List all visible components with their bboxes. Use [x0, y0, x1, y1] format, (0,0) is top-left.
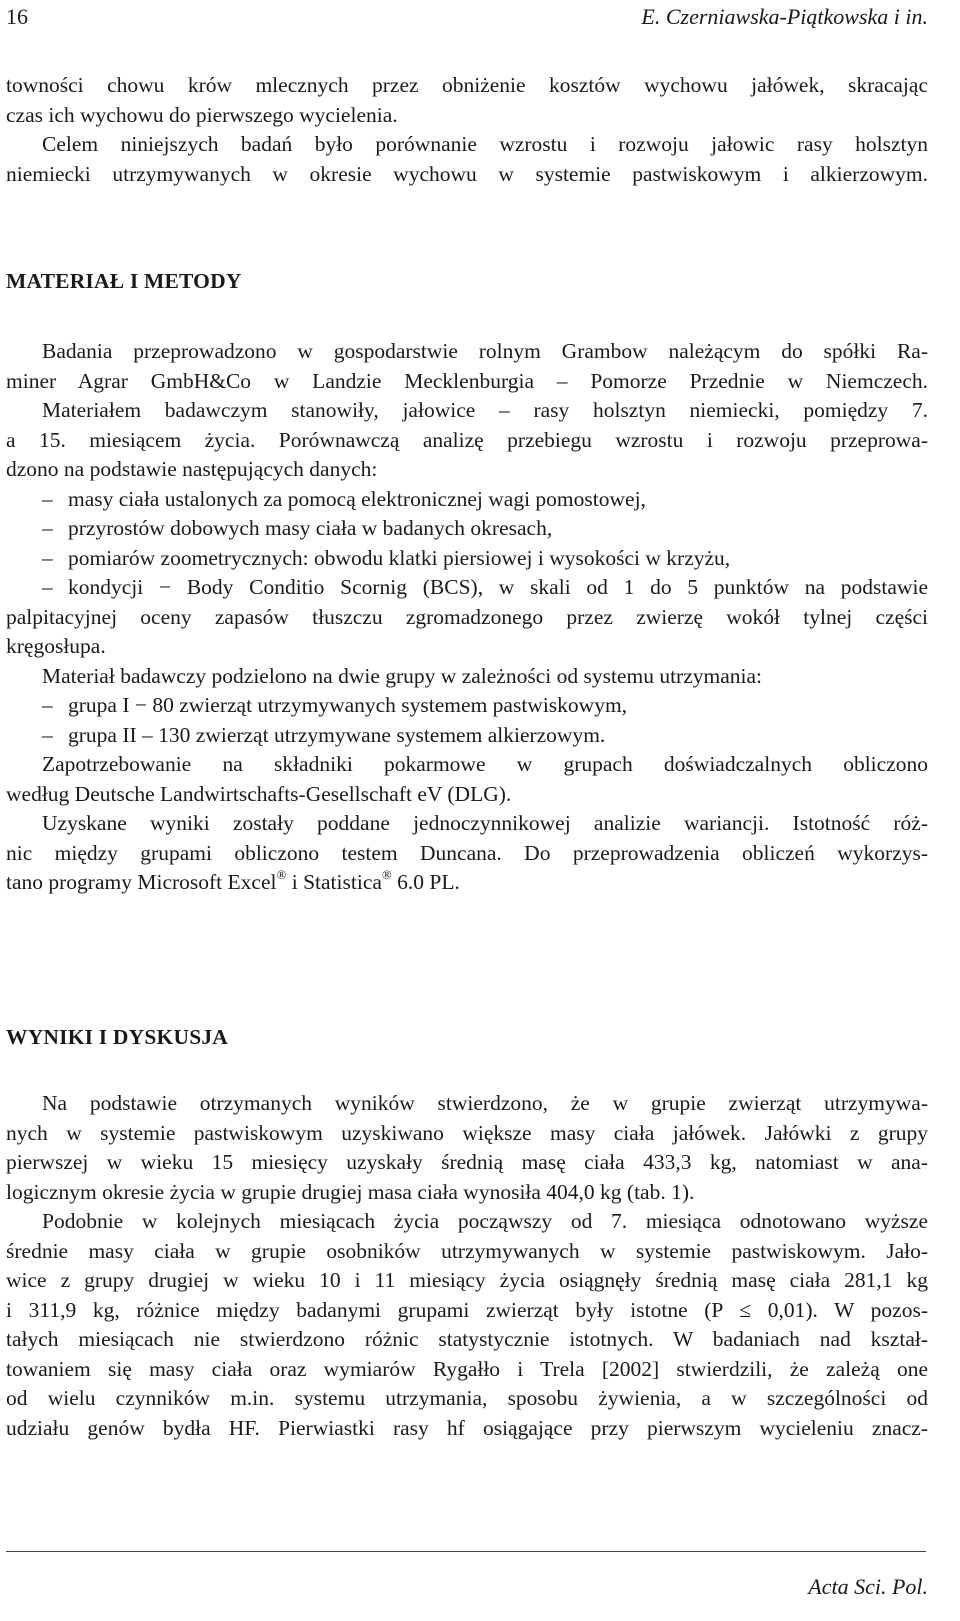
text-line: dzono na podstawie następujących danych:: [6, 457, 378, 481]
dash-marker: –: [42, 545, 53, 570]
text-line: tałych miesiącach nie stwierdzono różnic statystycznie istotnych. W badaniach nad kształ-: [6, 1327, 928, 1351]
list-item: [6, 514, 928, 544]
dash-marker: –: [42, 575, 53, 599]
dash-marker: –: [42, 516, 53, 540]
list-item: [6, 485, 928, 515]
text-line: towaniem się masy ciała oraz wymiarów Rygałło i Trela [2002] stwierdzili, że zależą one: [6, 1356, 928, 1381]
list-item: [6, 573, 928, 603]
list-item-text: masy ciała ustalonych za pomocą elektronicznej wagi pomostowej,: [68, 486, 646, 511]
list-item: [6, 544, 928, 574]
list-item: [6, 721, 928, 751]
text-line: kręgosłupa.: [6, 634, 106, 658]
list-item-text: kondycji − Body Conditio Scornig (BCS), w skali od 1 do 5 punktów na podstawie: [68, 575, 928, 599]
text-fragment: i Statistica: [286, 870, 382, 894]
footer-rule: [6, 1551, 926, 1552]
text-line: według Deutsche Landwirtschafts-Gesellschaft eV (DLG).: [6, 781, 512, 806]
text-line: nic między grupami obliczono testem Duncana. Do przeprowadzenia obliczeń wykorzys-: [6, 840, 928, 865]
section-heading: MATERIAŁ I METODY: [6, 269, 242, 293]
list-item: [6, 691, 928, 721]
dash-marker: –: [42, 722, 53, 747]
dash-marker: –: [42, 486, 53, 511]
text-line: miner Agrar GmbH&Co w Landzie Mecklenburgia – Pomorze Przednie w Niemczech.: [6, 368, 928, 393]
intro-paragraph: [6, 71, 928, 189]
text-line: a 15. miesiącem życia. Porównawczą analizę przebiegu wzrostu i rozwoju przeprowa-: [6, 427, 928, 452]
text-line: Materiał badawczy podzielono na dwie grupy w zależności od systemu utrzymania:: [42, 663, 763, 688]
text-line: Zapotrzebowanie na składniki pokarmowe w grupach doświadczalnych obliczono: [42, 752, 928, 776]
registered-mark: ®: [276, 867, 287, 882]
text-line: i 311,9 kg, różnice między badanymi grupami zwierząt były istotne (P ≤ 0,01). W pozos-: [6, 1297, 928, 1322]
text-line: Na podstawie otrzymanych wyników stwierdzono, że w grupie zwierząt utrzymywa-: [42, 1091, 928, 1115]
text-line: palpitacyjnej oceny zapasów tłuszczu zgromadzonego przez zwierzę wokół tylnej części: [6, 604, 928, 629]
list-item-text: grupa I − 80 zwierząt utrzymywanych systemem pastwiskowym,: [68, 693, 628, 717]
running-title: E. Czerniawska-Piątkowska i in.: [641, 4, 928, 29]
methods-body: [6, 337, 928, 898]
text-line: pierwszej w wieku 15 miesięcy uzyskały średnią masę ciała 433,3 kg, natomiast w ana-: [6, 1150, 928, 1174]
text-line: średnie masy ciała w grupie osobników utrzymywanych w systemie pastwiskowym. Jało-: [6, 1238, 928, 1263]
list-item-text: grupa II – 130 zwierząt utrzymywane systemem alkierzowym.: [68, 722, 606, 747]
list-item-text: pomiarów zoometrycznych: obwodu klatki piersiowej i wysokości w krzyżu,: [68, 545, 731, 570]
text-line: [6, 868, 928, 898]
page-number: 16: [6, 4, 28, 29]
list-item-text: przyrostów dobowych masy ciała w badanych okresach,: [68, 516, 553, 540]
text-line: Badania przeprowadzono w gospodarstwie rolnym Grambow należącym do spółki Ra-: [42, 339, 928, 363]
text-line: Celem niniejszych badań było porównanie wzrostu i rozwoju jałowic rasy holsztyn: [42, 132, 928, 156]
text-line: Podobnie w kolejnych miesiącach życia począwszy od 7. miesiąca odnotowano wyższe: [42, 1209, 928, 1233]
results-body: [6, 1089, 928, 1443]
text-line: Uzyskane wyniki zostały poddane jednoczynnikowej analizie wariancji. Istotność róż-: [42, 811, 928, 835]
text-line: logicznym okresie życia w grupie drugiej masa ciała wynosiła 404,0 kg (tab. 1).: [6, 1179, 695, 1204]
text-line: towności chowu krów mlecznych przez obniżenie kosztów wychowu jałówek, skracając: [6, 73, 928, 97]
journal-name: Acta Sci. Pol.: [808, 1574, 928, 1599]
text-line: udziału genów bydła HF. Pierwiastki rasy hf osiągające przy pierwszym wycieleniu znacz-: [6, 1415, 928, 1440]
text-line: czas ich wychowu do pierwszego wycielenia.: [6, 102, 398, 127]
text-line: wice z grupy drugiej w wieku 10 i 11 miesiący życia osiągnęły średnią masę ciała 281,1 kg: [6, 1268, 928, 1292]
dash-marker: –: [42, 693, 53, 717]
text-line: nych w systemie pastwiskowym uzyskiwano większe masy ciała jałówek. Jałówki z grupy: [6, 1120, 928, 1145]
text-line: Materiałem badawczym stanowiły, jałowice – rasy holsztyn niemiecki, pomiędzy 7.: [42, 398, 928, 422]
text-line: od wielu czynników m.in. systemu utrzymania, sposobu żywienia, a w szczególności od: [6, 1386, 928, 1410]
text-fragment: tano programy Microsoft Excel: [6, 870, 277, 894]
registered-mark: ®: [381, 867, 392, 882]
section-heading: WYNIKI I DYSKUSJA: [6, 1025, 229, 1049]
text-fragment: 6.0 PL.: [391, 870, 460, 894]
text-line: niemiecki utrzymywanych w okresie wychowu w systemie pastwiskowym i alkierzowym.: [6, 161, 928, 186]
page-header: [6, 4, 928, 28]
